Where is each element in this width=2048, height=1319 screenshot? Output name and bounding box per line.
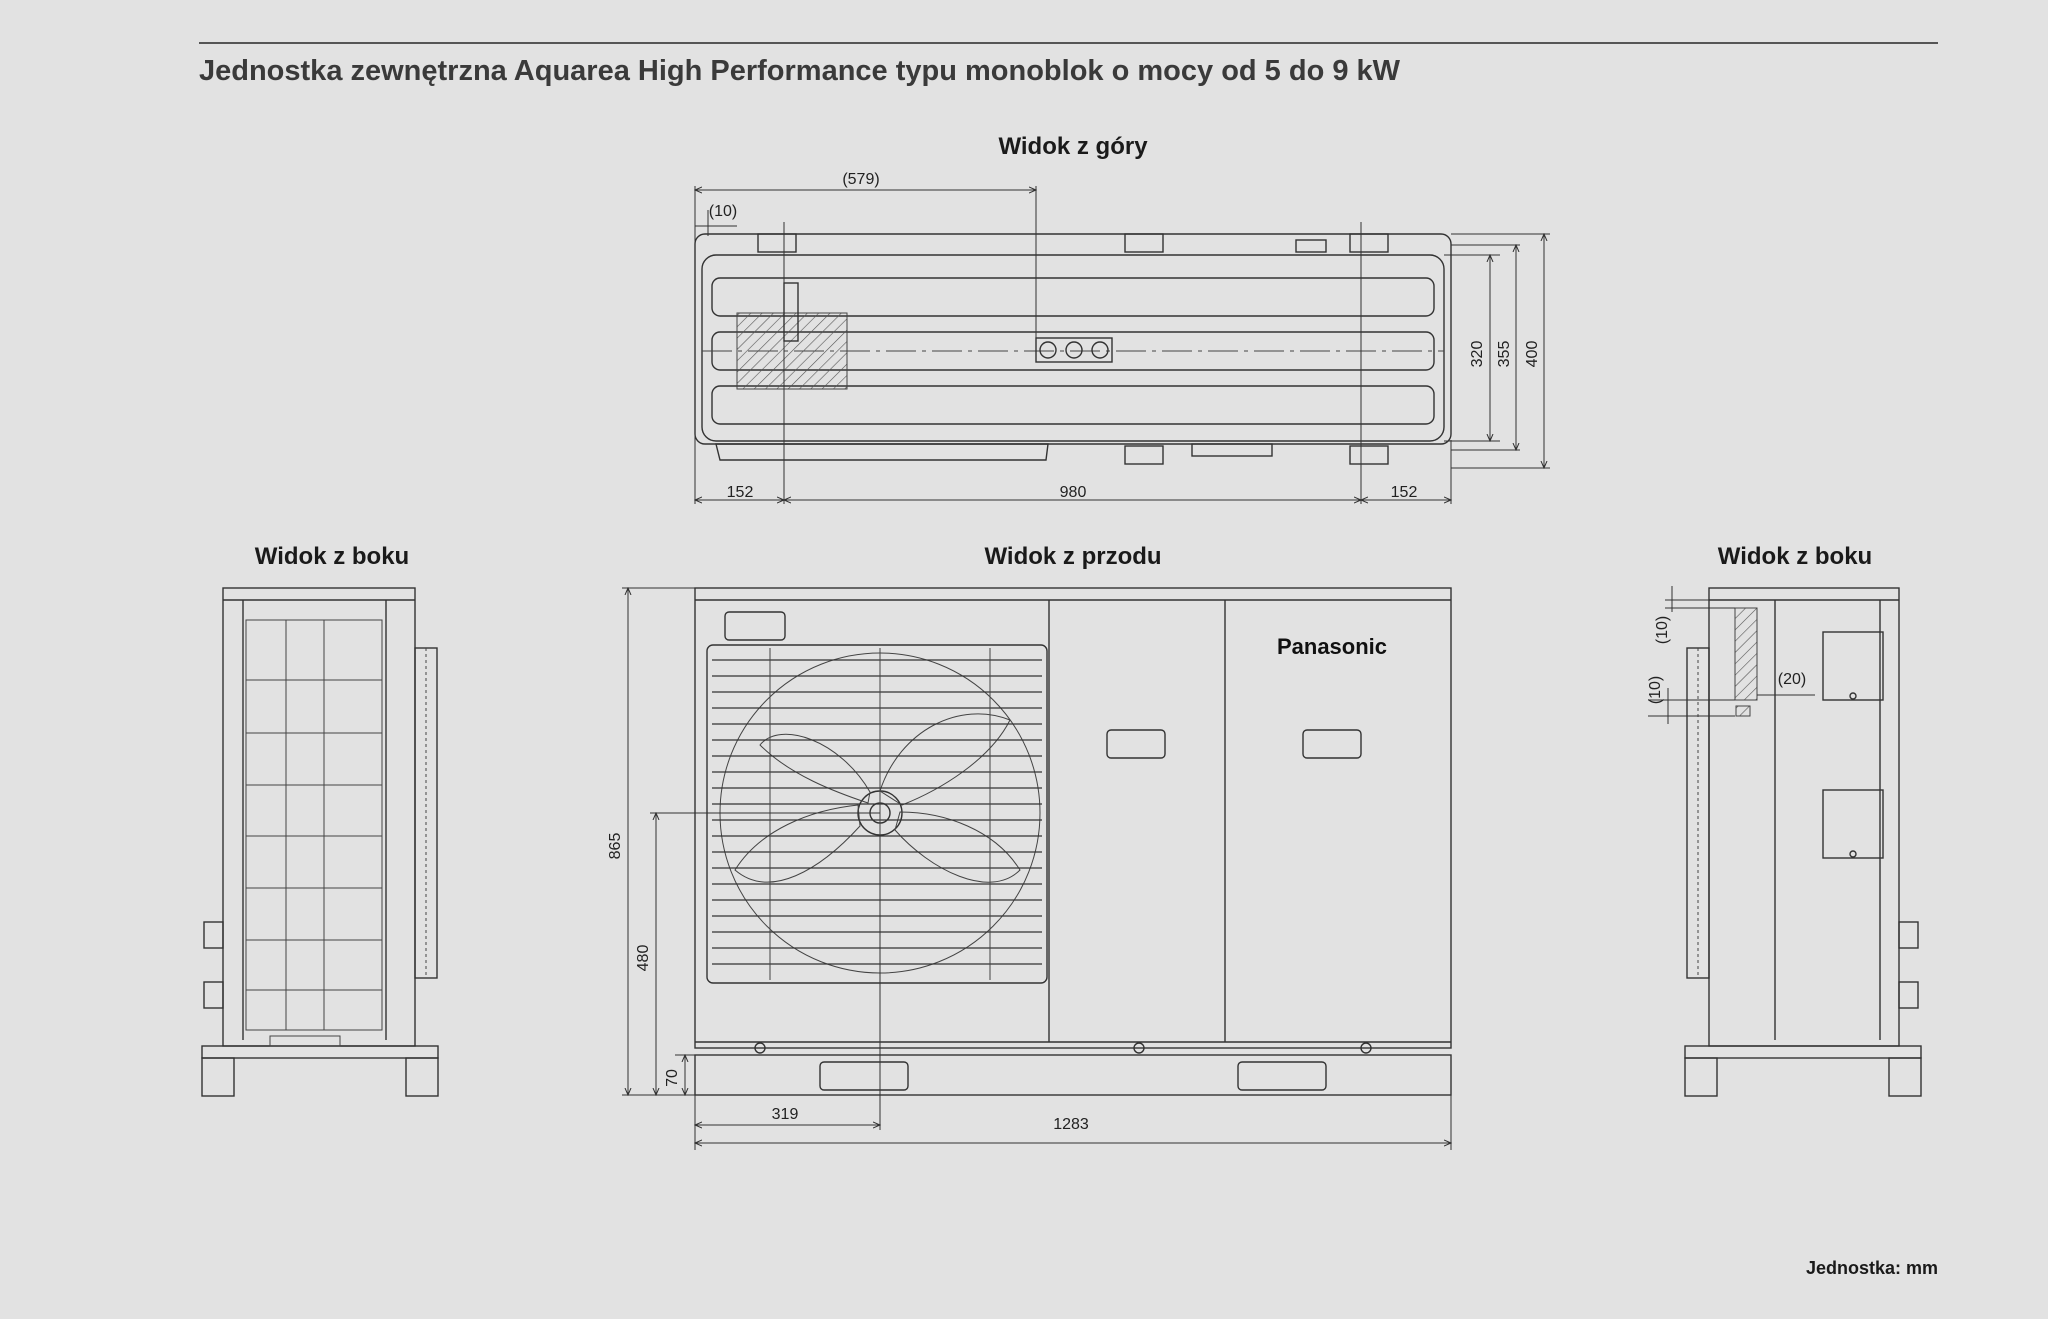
dim-400: 400 bbox=[1524, 340, 1541, 368]
dim-1283: 1283 bbox=[1053, 1116, 1089, 1133]
dim-152-right: 152 bbox=[1390, 484, 1418, 501]
dim-579: (579) bbox=[842, 171, 880, 188]
front-view-label: Widok z przodu bbox=[984, 543, 1162, 570]
left-side-view bbox=[202, 588, 438, 1096]
top-view bbox=[695, 171, 1550, 504]
brand-logo: Panasonic bbox=[1276, 634, 1388, 659]
dim-side-10-mid: (10) bbox=[1647, 675, 1664, 705]
dim-980: 980 bbox=[1059, 484, 1087, 501]
unit-note: Jednostka: mm bbox=[1805, 1258, 1938, 1278]
left-side-view-label: Widok z boku bbox=[254, 543, 410, 570]
dim-side-20: (20) bbox=[1777, 671, 1807, 688]
dim-865: 865 bbox=[607, 832, 624, 860]
dim-355: 355 bbox=[1496, 340, 1513, 368]
fan-grille-bars bbox=[712, 648, 1042, 980]
front-view bbox=[607, 588, 1451, 1150]
dim-320: 320 bbox=[1469, 340, 1486, 368]
dim-70: 70 bbox=[664, 1069, 681, 1087]
dim-10-top: (10) bbox=[708, 203, 738, 220]
right-side-view-label: Widok z boku bbox=[1717, 543, 1873, 570]
dim-152-left: 152 bbox=[726, 484, 754, 501]
dim-480: 480 bbox=[635, 944, 652, 972]
top-view-label: Widok z góry bbox=[998, 133, 1148, 160]
right-side-view bbox=[1647, 586, 1921, 1096]
dim-319: 319 bbox=[771, 1106, 799, 1123]
dim-side-10-top: (10) bbox=[1654, 615, 1671, 645]
page-title: Jednostka zewnętrzna Aquarea High Performance typu monoblok o mocy od 5 do 9 kW bbox=[199, 55, 1401, 87]
